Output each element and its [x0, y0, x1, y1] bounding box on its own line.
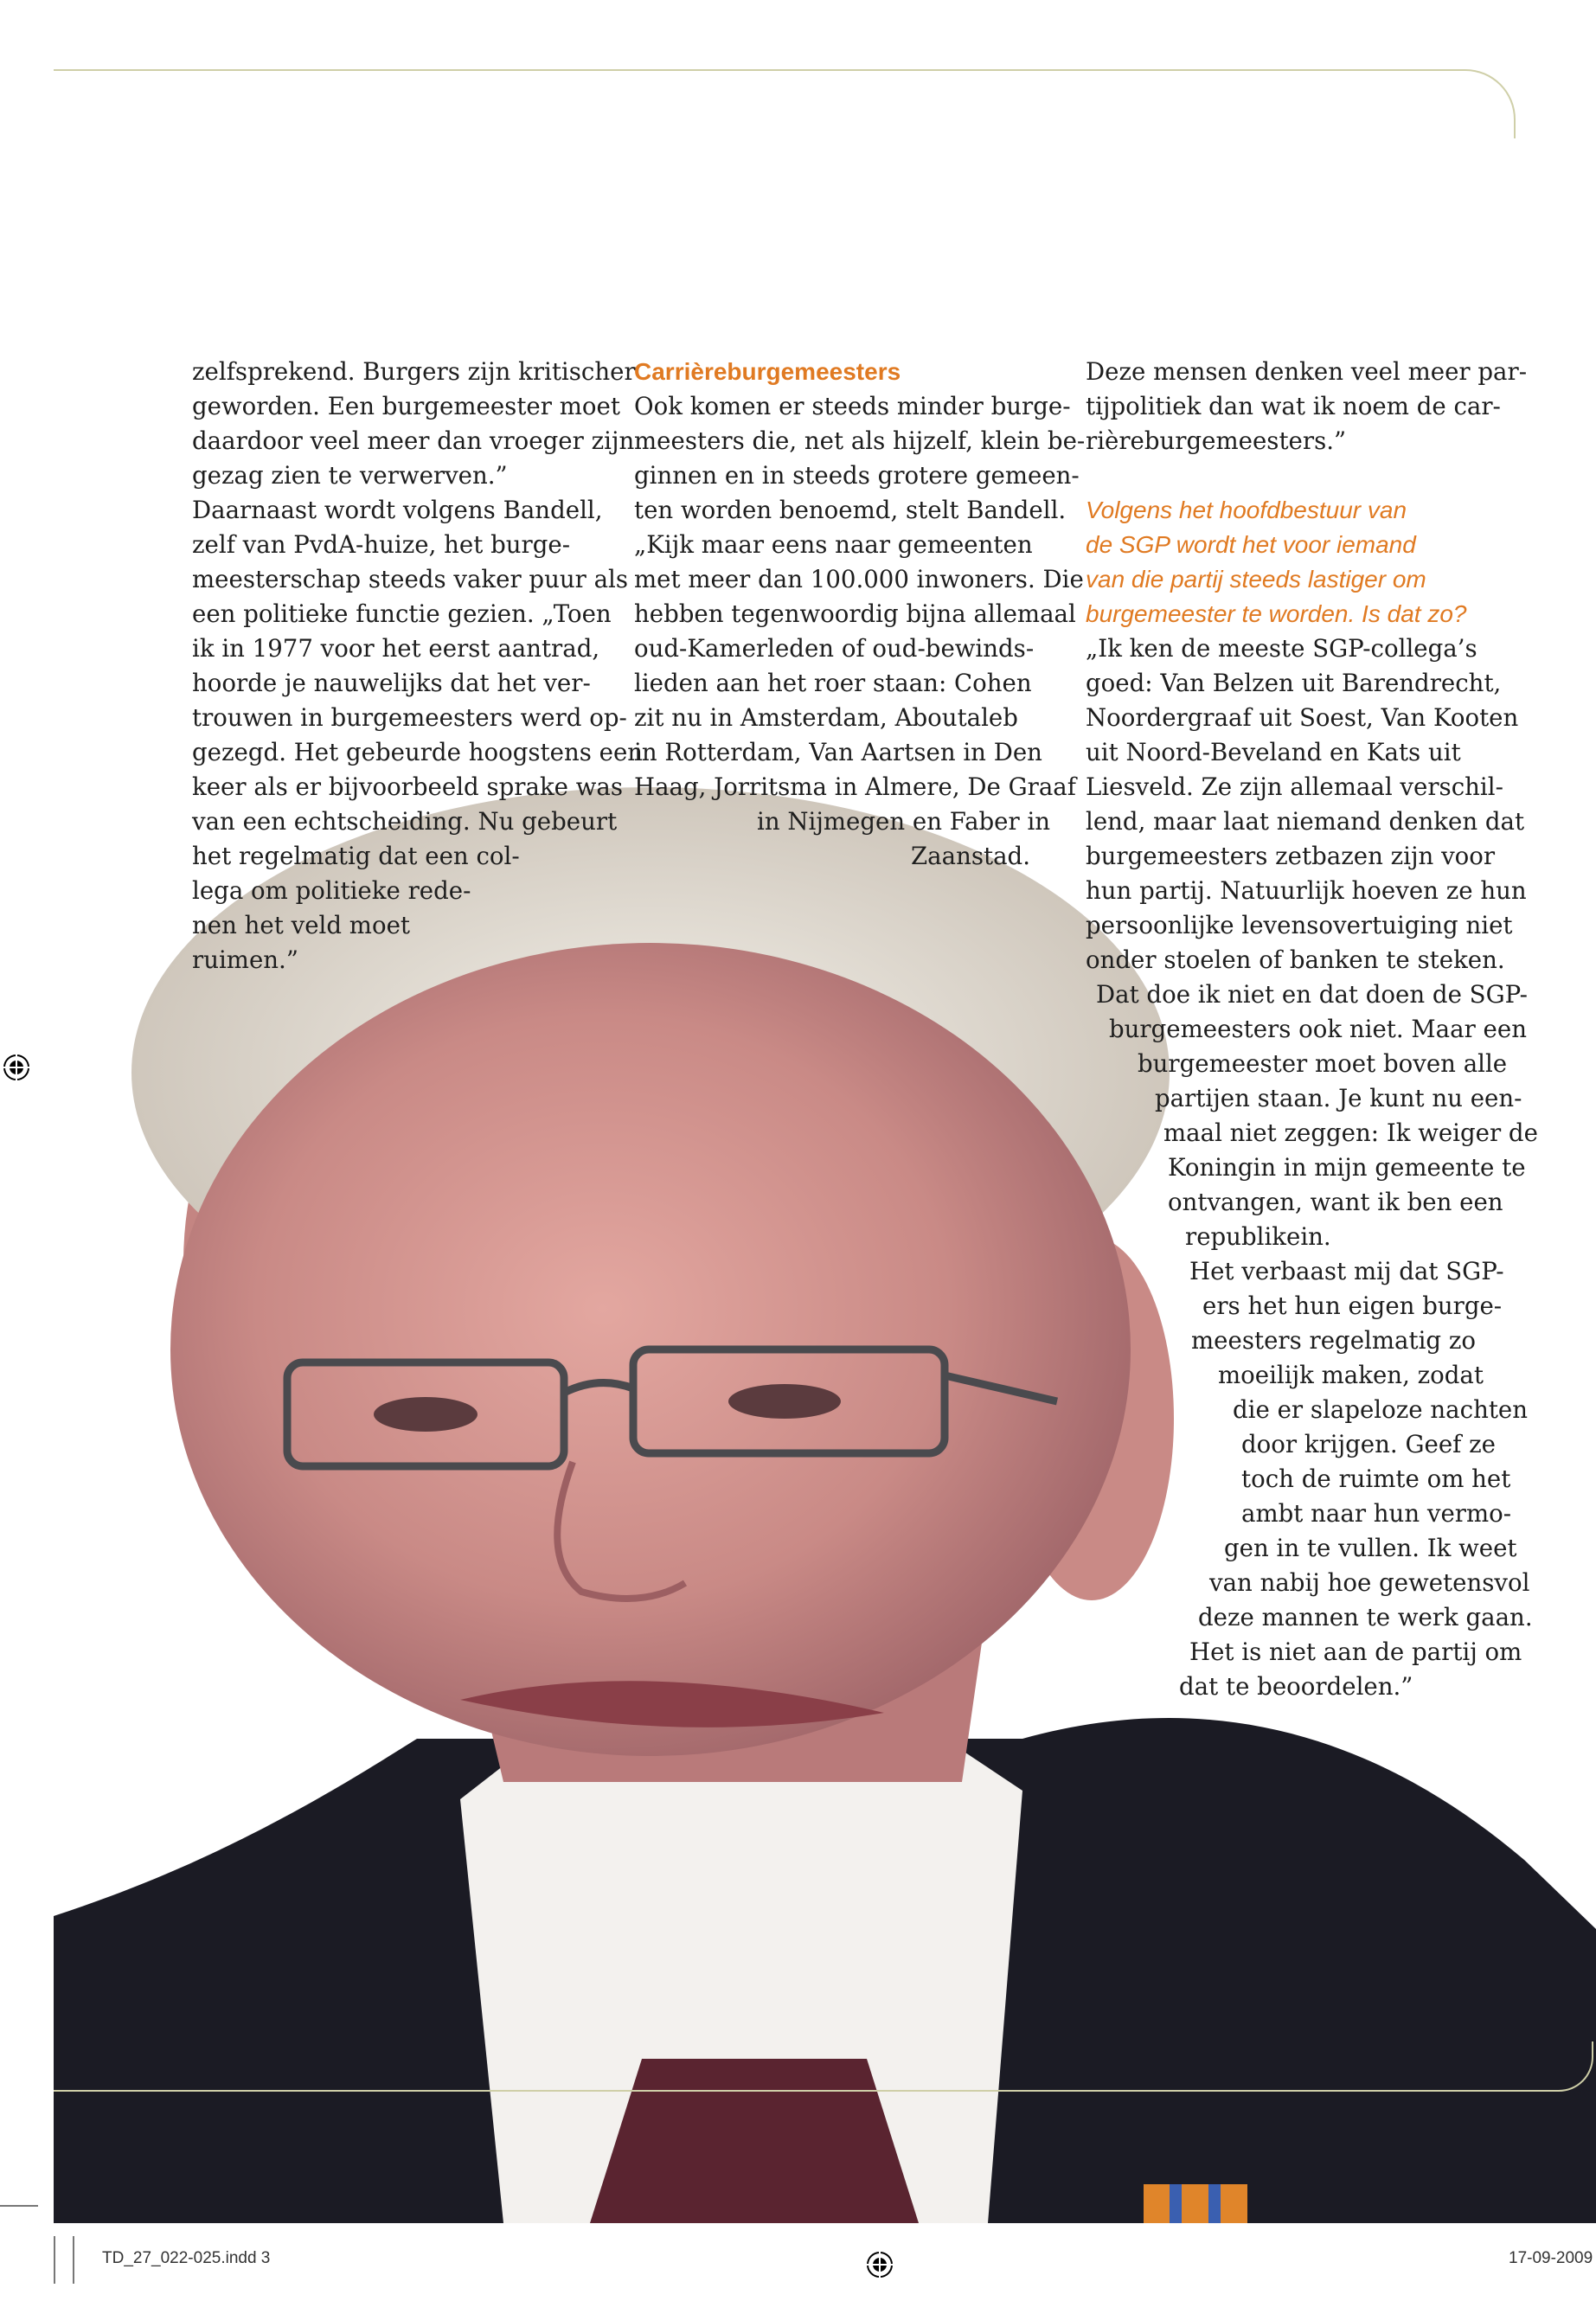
text-line: deze mannen te werk gaan.: [1198, 1603, 1533, 1631]
text-line: in Nijmegen en Faber in: [757, 807, 1051, 836]
interview-question: van die partij steeds lastiger om: [1086, 566, 1426, 593]
text-line: met meer dan 100.000 inwoners. Die: [634, 565, 1084, 593]
text-line: ontvangen, want ik ben een: [1168, 1188, 1503, 1216]
text-line: Ook komen er steeds minder burge-: [634, 392, 1071, 420]
lapel-ribbon: [1144, 2184, 1247, 2223]
text-line: geworden. Een burgemeester moet: [192, 392, 620, 420]
text-line: trouwen in burgemeesters werd op-: [192, 703, 627, 732]
text-line: partijen staan. Je kunt nu een-: [1155, 1084, 1522, 1112]
text-line: Zaanstad.: [911, 842, 1030, 870]
text-line: Daarnaast wordt volgens Bandell,: [192, 496, 603, 524]
article-column-2: [634, 355, 1085, 874]
text-line: onder stoelen of banken te steken.: [1086, 945, 1505, 974]
text-line: van nabij hoe gewetensvol: [1209, 1568, 1530, 1597]
text-line: nen het veld moet: [192, 911, 410, 939]
text-line: lieden aan het roer staan: Cohen: [634, 669, 1032, 697]
text-line: zelf van PvdA-huize, het burge-: [192, 530, 571, 559]
text-line: ruimen.”: [192, 945, 298, 974]
text-line: goed: Van Belzen uit Barendrecht,: [1086, 669, 1502, 697]
text-line: daardoor veel meer dan vroeger zijn: [192, 426, 635, 455]
page-frame-bottom: [54, 2041, 1593, 2092]
text-line: ambt naar hun vermo-: [1241, 1499, 1512, 1528]
slug-date: 17-09-2009: [1509, 2249, 1593, 2267]
text-line: dat te beoordelen.”: [1179, 1672, 1413, 1701]
text-line: ten worden benoemd, stelt Bandell.: [634, 496, 1067, 524]
text-line: ginnen en in steeds grotere gemeen-: [634, 461, 1080, 490]
text-line: moeilijk maken, zodat: [1218, 1361, 1484, 1389]
text-line: „Ik ken de meeste SGP-collega’s: [1086, 634, 1477, 663]
text-line: het regelmatig dat een col-: [192, 842, 520, 870]
text-line: zit nu in Amsterdam, Aboutaleb: [634, 703, 1018, 732]
text-line: burgemeesters ook niet. Maar een: [1109, 1015, 1527, 1043]
text-line: uit Noord-Beveland en Kats uit: [1086, 738, 1461, 766]
interview-question: Volgens het hoofdbestuur van: [1086, 497, 1407, 523]
text-line: meesters regelmatig zo: [1191, 1326, 1476, 1355]
text-line: lend, maar laat niemand denken dat: [1086, 807, 1525, 836]
text-line: gen in te vullen. Ik weet: [1224, 1534, 1517, 1562]
text-line: rièreburgemeesters.”: [1086, 426, 1347, 455]
crop-mark: [54, 2236, 55, 2284]
text-line: maal niet zeggen: Ik weiger de: [1163, 1118, 1538, 1147]
text-line: Haag, Jorritsma in Almere, De Graaf: [634, 772, 1076, 801]
text-line: Noordergraaf uit Soest, Van Kooten: [1086, 703, 1519, 732]
text-line: Deze mensen denken veel meer par-: [1086, 357, 1528, 386]
text-line: ers het hun eigen burge-: [1202, 1292, 1503, 1320]
article-column-1: [192, 355, 643, 977]
section-subheading: Carrièreburgemeesters: [634, 358, 901, 385]
text-line: burgemeester moet boven alle: [1138, 1049, 1508, 1078]
text-line: meesters die, net als hijzelf, klein be-: [634, 426, 1086, 455]
slug-filename: TD_27_022-025.indd 3: [102, 2249, 271, 2267]
registration-mark-icon: [865, 2250, 894, 2279]
text-line: keer als er bijvoorbeeld sprake was: [192, 772, 623, 801]
crop-mark: [73, 2236, 74, 2284]
text-line: toch de ruimte om het: [1241, 1465, 1511, 1493]
text-line: gezag zien te verwerven.”: [192, 461, 508, 490]
text-line: van een echtscheiding. Nu gebeurt: [192, 807, 618, 836]
text-line: „Kijk maar eens naar gemeenten: [634, 530, 1033, 559]
text-line: persoonlijke levensovertuiging niet: [1086, 911, 1513, 939]
registration-mark-icon: [2, 1053, 31, 1082]
text-line: republikein.: [1185, 1222, 1331, 1251]
text-line: lega om politieke rede-: [192, 876, 471, 905]
text-line: zelfsprekend. Burgers zijn kritischer: [192, 357, 636, 386]
text-line: een politieke functie gezien. „Toen: [192, 599, 612, 628]
text-line: tijpolitiek dan wat ik noem de car-: [1086, 392, 1501, 420]
text-line: door krijgen. Geef ze: [1241, 1430, 1497, 1458]
text-line: Dat doe ik niet en dat doen de SGP-: [1096, 980, 1529, 1009]
text-line: in Rotterdam, Van Aartsen in Den: [634, 738, 1042, 766]
text-line: ik in 1977 voor het eerst aantrad,: [192, 634, 600, 663]
text-line: meesterschap steeds vaker puur als: [192, 565, 629, 593]
text-line: hun partij. Natuurlijk hoeven ze hun: [1086, 876, 1527, 905]
text-line: Liesveld. Ze zijn allemaal verschil-: [1086, 772, 1503, 801]
text-line: Het verbaast mij dat SGP-: [1189, 1257, 1504, 1285]
text-line: Het is niet aan de partij om: [1189, 1638, 1522, 1666]
text-line: gezegd. Het gebeurde hoogstens een: [192, 738, 644, 766]
text-line: oud-Kamerleden of oud-bewinds-: [634, 634, 1035, 663]
text-line: hebben tegenwoordig bijna allemaal: [634, 599, 1076, 628]
text-line: die er slapeloze nachten: [1233, 1395, 1529, 1424]
interview-question: de SGP wordt het voor iemand: [1086, 531, 1416, 558]
crop-mark: [0, 2205, 38, 2207]
text-line: hoorde je nauwelijks dat het ver-: [192, 669, 591, 697]
article-column-3: [1086, 355, 1538, 1704]
text-line: burgemeesters zetbazen zijn voor: [1086, 842, 1496, 870]
interview-question: burgemeester te worden. Is dat zo?: [1086, 600, 1467, 627]
text-line: Koningin in mijn gemeente te: [1168, 1153, 1526, 1182]
